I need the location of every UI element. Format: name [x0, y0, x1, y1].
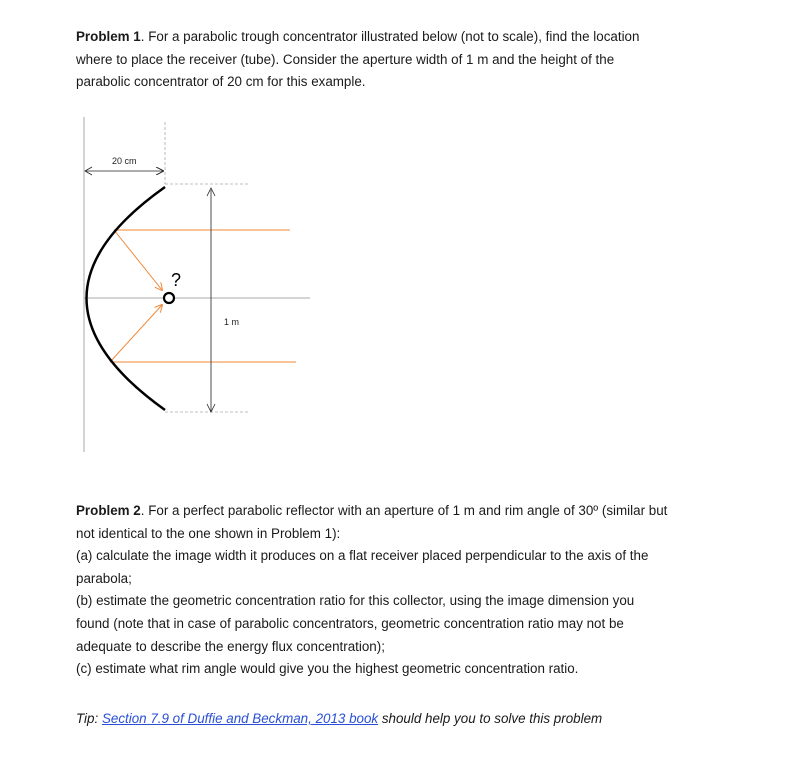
problem-2-part-b-cont-1: found (note that in case of parabolic concentrators, geometric concentration ratio may not be [76, 615, 624, 631]
reference-link[interactable]: Section 7.9 of Duffie and Beckman, 2013 book [101, 711, 379, 726]
aperture-label: 1 m [224, 317, 240, 327]
problem-1-line-2: where to place the receiver (tube). Consider the aperture width of 1 m and the height of the [76, 51, 615, 67]
reflected-ray-bottom [110, 305, 162, 362]
problem-2-part-a-cont: parabola; [76, 570, 132, 586]
reflected-ray-top [114, 230, 162, 290]
tip-suffix: should help you to solve this problem [378, 711, 603, 726]
problem-2-part-b: (b) estimate the geometric concentration ratio for this collector, using the image dimension you [76, 593, 635, 609]
problem-2-label: Problem 2 [76, 503, 141, 518]
parabolic-trough-diagram [70, 112, 310, 457]
problem-2-part-c: (c) estimate what rim angle would give you the highest geometric concentration ratio. [76, 661, 579, 677]
problem-1 [76, 26, 756, 94]
problem-2-line-2: not identical to the one shown in Problem 1): [76, 525, 341, 541]
tip-line [76, 708, 602, 731]
problem-1-line-1: Problem 1. For a parabolic trough concentrator illustrated below (not to scale), find the location [76, 29, 640, 44]
problem-2-part-a: (a) calculate the image width it produces on a flat receiver placed perpendicular to the axis of the [76, 548, 649, 564]
problem-2-part-b-cont-2: adequate to describe the energy flux concentration); [76, 638, 385, 654]
problem-1-line-3: parabolic concentrator of 20 cm for this example. [76, 74, 366, 90]
problem-1-text [76, 26, 756, 94]
height-label: 20 cm [112, 156, 137, 166]
problem-1-label: Problem 1 [76, 29, 141, 44]
problem-2-text [76, 500, 756, 681]
problem-2-line-1: Problem 2. For a perfect parabolic reflector with an aperture of 1 m and rim angle of 30º (similar but [76, 503, 668, 518]
problem-2 [76, 500, 756, 681]
receiver-tube [164, 293, 174, 303]
tip-prefix: Tip: [76, 711, 102, 726]
receiver-question-mark: ? [171, 270, 182, 290]
